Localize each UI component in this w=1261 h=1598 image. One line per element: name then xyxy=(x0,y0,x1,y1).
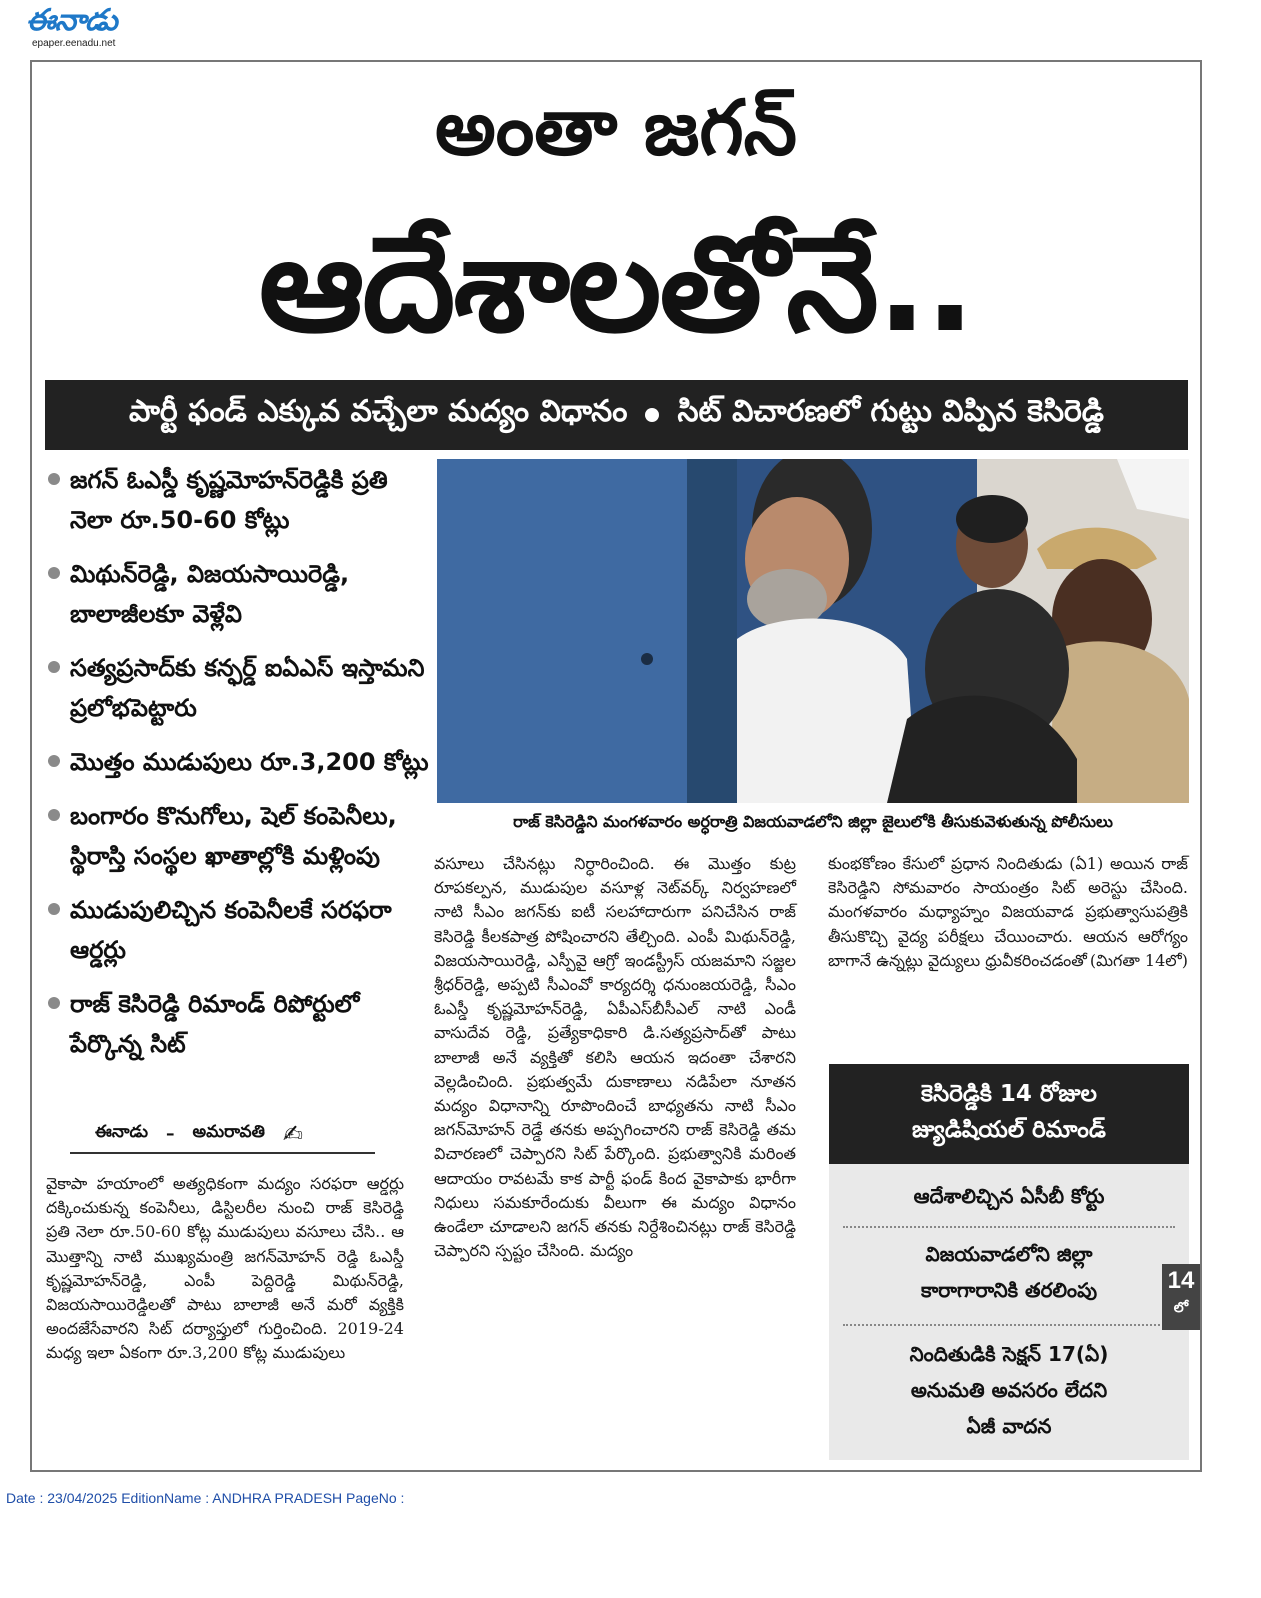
bullet-dot-icon xyxy=(48,755,60,767)
highlight-item: ముడుపులిచ్చిన కంపెనీలకే సరఫరా ఆర్డర్లు xyxy=(48,890,433,970)
highlight-item: రాజ్ కెసిరెడ్డి రిమాండ్ రిపోర్టులో పేర్కొన్న సిట్ xyxy=(48,984,433,1064)
sidebar-divider xyxy=(843,1324,1175,1326)
sidebar-header-line-1: కెసిరెడ్డికి 14 రోజుల xyxy=(921,1081,1097,1107)
logo-url: epaper.eenadu.net xyxy=(32,38,116,49)
strap-part-1: పార్టీ ఫండ్ ఎక్కువ వచ్చేలా మద్యం విధానం xyxy=(128,394,628,429)
highlight-item: సత్యప్రసాద్‌కు కన్ఫర్డ్ ఐఏఎస్ ఇస్తామని ప్రలోభపెట్టారు xyxy=(48,648,433,728)
sidebar-item-jail: విజయవాడలోని జిల్లా కారాగారానికి తరలింపు xyxy=(920,1242,1098,1302)
photo-illustration xyxy=(437,459,1189,803)
article-column-2: వసూలు చేసినట్లు నిర్ధారించింది. ఈ మొత్తం కుట్ర రూపకల్పన, ముడుపుల వసూళ్ల నెట్‌వర్క్ నిర్వహణలో నాటి సీఎం జగన్‌కు ఐటీ సలహాదారుగా పనిచేసిన రాజ్ కెసిరెడ్డి కీలకపాత్ర పోషించారని తేల్చింది. ఎంపీ మిథున్‌రెడ్డి, విజయసాయిరెడ్డి, ఎస్పీవై ఆగ్రో ఇండస్ట్రీస్ యజమాని సజ్జల శ్రీధర్‌రెడ్డి, అప్పటి సీఎంవో కార్యదర్శి ధనుంజయరెడ్డి, సీఎం ఓఎస్డీ కృష్ణమోహన్‌రెడ్డి, ఏపీఎస్‌బీసీఎల్ నాటి ఎండీ వాసుదేవ రెడ్డి, ప్రత్యేకాధికారి డి.సత్యప్రసాద్‌తో పాటు బాలాజీ అనే వ్యక్తితో కలిసి ఆయన ఇదంతా చేశారని వెల్లడించింది. ప్రభుత్వమే దుకాణాలు నడిపేలా నూతన మద్యం విధానాన్ని రూపొందించే బాధ్యతను నాటి సీఎం జగన్‌మోహన్ రెడ్డే తనకు అప్పగించారని రాజ్ కెసిరెడ్డి తమ విచారణలో చెప్పారని సిట్ పేర్కొంది. ప్రభుత్వానికి మరింత ఆదాయం రావటమే కాక పార్టీ ఫండ్ కింద వైకాపాకు భారీగా నిధులు సమకూరేందుకు వీలుగా ఈ మద్యం విధానం ఉండేలా చూడాలని జగన్ తనకు నిర్దేశించినట్లు రాజ్ కెసిరెడ్డి చెప్పారని స్పష్టం చేసింది. మద్యం xyxy=(434,854,796,1261)
highlight-item: మిథున్‌రెడ్డి, విజయసాయిరెడ్డి, బాలాజీలకూ వెళ్లేవి xyxy=(48,554,433,634)
sidebar-header xyxy=(829,1064,1189,1164)
headline-line-1: అంతా జగన్ xyxy=(434,83,798,172)
eenadu-logo[interactable] xyxy=(26,4,146,52)
news-photo[interactable] xyxy=(437,459,1189,803)
byline-place: అమరావతి xyxy=(192,1122,265,1142)
logo-text: ఈనాడు xyxy=(26,3,117,38)
sidebar-item-section: నిందితుడికి సెక్షన్ 17(ఏ) అనుమతి అవసరం లేదని ఏజీ వాదన xyxy=(909,1342,1109,1438)
jump-page-number: 14 xyxy=(1167,1267,1195,1294)
article-column-3-text: కుంభకోణం కేసులో ప్రధాన నిందితుడు (ఏ1) అయిన రాజ్ కెసిరెడ్డిని సోమవారం సాయంత్రం సిట్ అరెస్టు చేసింది. మంగళవారం మధ్యాహ్నం విజయవాడ ప్రభుత్వాసుపత్రికి తీసుకొచ్చి వైద్య పరీక్షలు చేయించారు. ఆయన ఆరోగ్యం బాగానే ఉన్నట్లు వైద్యులు ధ్రువీకరించడంతో xyxy=(828,854,1188,970)
highlight-item: బంగారం కొనుగోలు, షెల్ కంపెనీలు, స్థిరాస్తి సంస్థల ఖాతాల్లోకి మళ్లింపు xyxy=(48,796,433,876)
page-jump-badge[interactable] xyxy=(1162,1264,1200,1330)
bullet-dot-icon xyxy=(48,903,60,915)
continued-note: (మిగతా 14లో) xyxy=(1089,950,1188,970)
jump-suffix: లో xyxy=(1173,1300,1189,1316)
bullet-dot-icon xyxy=(48,809,60,821)
byline-rule xyxy=(70,1152,375,1154)
bullet-dot-icon xyxy=(48,997,60,1009)
byline xyxy=(95,1120,375,1148)
photo-caption: రాజ్ కెసిరెడ్డిని మంగళవారం అర్ధరాత్రి విజయవాడలోని జిల్లా జైలులోకి తీసుకువెళుతున్న పోలీసులు xyxy=(513,812,1113,831)
highlights-list xyxy=(48,460,433,1078)
edition-footer: Date : 23/04/2025 EditionName : ANDHRA PRADESH PageNo : xyxy=(6,1490,405,1506)
bullet-dot-icon xyxy=(645,408,659,422)
sidebar-header-line-2: జ్యుడిషియల్ రిమాండ్ xyxy=(912,1117,1106,1143)
sidebar-divider xyxy=(843,1226,1175,1228)
pen-icon: ✍ xyxy=(282,1120,304,1148)
article-column-1: వైకాపా హయాంలో అత్యధికంగా మద్యం సరఫరా ఆర్డర్లు దక్కించుకున్న కంపెనీలు, డిస్టిలరీల నుంచి రాజ్ కెసిరెడ్డి ప్రతి నెలా రూ.50-60 కోట్ల ముడుపులు వసూలు చేసి.. ఆ మొత్తాన్ని నాటి ముఖ్యమంత్రి జగన్‌మోహన్ రెడ్డి ఓఎస్డీ కృష్ణమోహన్‌రెడ్డి, ఎంపీ పెద్దిరెడ్డి మిథున్‌రెడ్డి, విజయసాయిరెడ్డిలతో పాటు బాలాజీ అనే మరో వ్యక్తికి అందజేసేవారని సిట్ దర్యాప్తులో గుర్తించింది. 2019-24 మధ్య ఇలా ఏకంగా రూ.3,200 కోట్ల ముడుపులు xyxy=(46,1174,404,1363)
highlight-item: మొత్తం ముడుపులు రూ.3,200 కోట్లు xyxy=(48,742,433,782)
sidebar-item-court: ఆదేశాలిచ్చిన ఏసీబీ కోర్టు xyxy=(913,1184,1105,1208)
sidebar-body xyxy=(829,1164,1189,1460)
bullet-dot-icon xyxy=(48,567,60,579)
headline-line-2: ఆదేశాలతోనే.. xyxy=(258,208,974,362)
article-column-3 xyxy=(828,852,1188,973)
byline-source: ఈనాడు xyxy=(95,1122,149,1142)
strap-part-2: సిట్ విచారణలో గుట్టు విప్పిన కెసిరెడ్డి xyxy=(677,394,1105,429)
bullet-dot-icon xyxy=(48,473,60,485)
strap-line xyxy=(45,380,1188,450)
byline-dash: – xyxy=(166,1124,175,1144)
bullet-dot-icon xyxy=(48,661,60,673)
highlight-item: జగన్ ఓఎస్డీ కృష్ణమోహన్‌రెడ్డికి ప్రతి నెలా రూ.50-60 కోట్లు xyxy=(48,460,433,540)
